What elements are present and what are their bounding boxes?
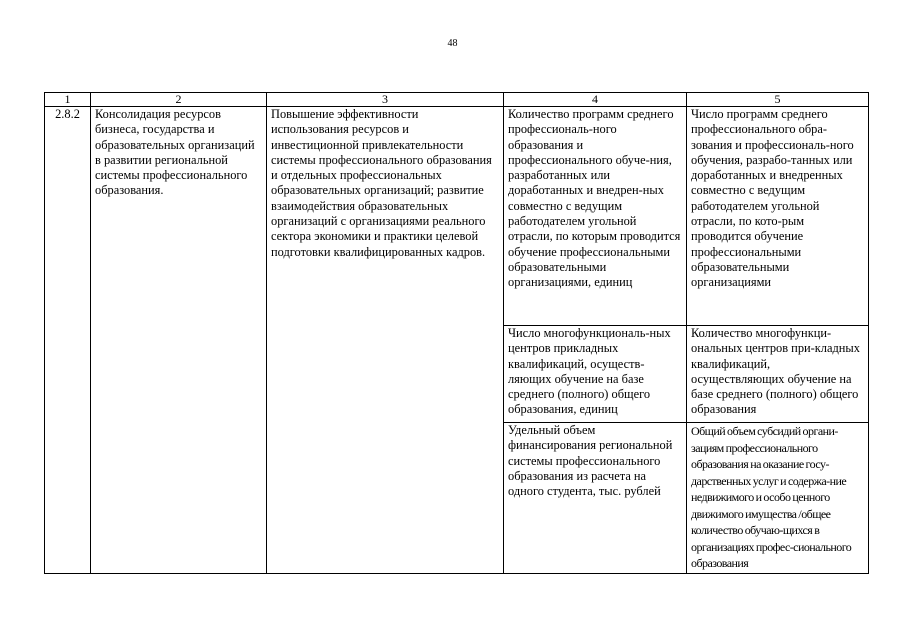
indicator-3-name: Удельный объем финансирования региональной системы профессионального образования из расчета на одного студента, тыс. рублей: [508, 423, 673, 499]
header-row: [45, 93, 869, 107]
header-col-3: 3: [267, 93, 504, 107]
indicator-2-method-cell: [687, 326, 869, 423]
indicator-3-method: Общий объем субсидий органи-зациям профессионального образования на оказание госу-дарственных услуг и содержа-ние недвижимого и особо ценного движимого имущества /общее количество обучаю-щихся в организациях профес-сионального образования: [691, 424, 852, 570]
indicator-1-name: Количество программ среднего профессиональ-ного образования и профессионального обуче-ния, разработанных или доработанных и внедрен-ных совместно с ведущим работодателем угольной отрасли, по которым проводится обучение профессиональными образовательными организациями, единиц: [508, 107, 681, 290]
indicator-3-name-cell: [504, 423, 687, 574]
objective-cell: [267, 107, 504, 574]
task-cell: [91, 107, 267, 574]
objective-text: Повышение эффективности использования ресурсов и инвестиционной привлекательности системы профессионального образования и отдельных профессиональных образовательных организаций; развитие взаимодействия образовательных организаций с организациями реального сектора экономики и практики целевой подготовки квалифицированных кадров.: [271, 107, 492, 259]
header-col-1: 1: [45, 93, 91, 107]
indicator-2-name: Число многофункциональ-ных центров прикладных квалификаций, осуществ-ляющих обучение на базе среднего (полного) общего образования, единиц: [508, 326, 671, 417]
indicator-1-method: Число программ среднего профессионального обра-зования и профессиональ-ного обучения, разрабо-танных или доработанных и внедренных совместно с ведущим работодателем угольной отрасли, по кото-рым проводится обучение профессиональными образовательными организациями: [691, 107, 854, 290]
table-body: [45, 107, 869, 574]
header-col-2: 2: [91, 93, 267, 107]
row-number: 2.8.2: [55, 107, 80, 121]
task-text: Консолидация ресурсов бизнеса, государства и образовательных организаций в развитии региональной системы профессионального образования.: [95, 107, 255, 198]
indicator-2-name-cell: [504, 326, 687, 423]
header-col-4: 4: [504, 93, 687, 107]
table-row: [45, 107, 869, 326]
indicator-3-method-cell: [687, 423, 869, 574]
table-header: [45, 93, 869, 107]
header-col-5: 5: [687, 93, 869, 107]
indicator-1-method-cell: [687, 107, 869, 326]
indicator-table: [44, 92, 869, 574]
indicator-1-name-cell: [504, 107, 687, 326]
row-number-cell: [45, 107, 91, 574]
indicator-2-method: Количество многофункци-ональных центров при-кладных квалификаций, осуществляющих обучение на базе среднего (полного) общего образования: [691, 326, 860, 417]
page-number: 48: [447, 38, 458, 49]
